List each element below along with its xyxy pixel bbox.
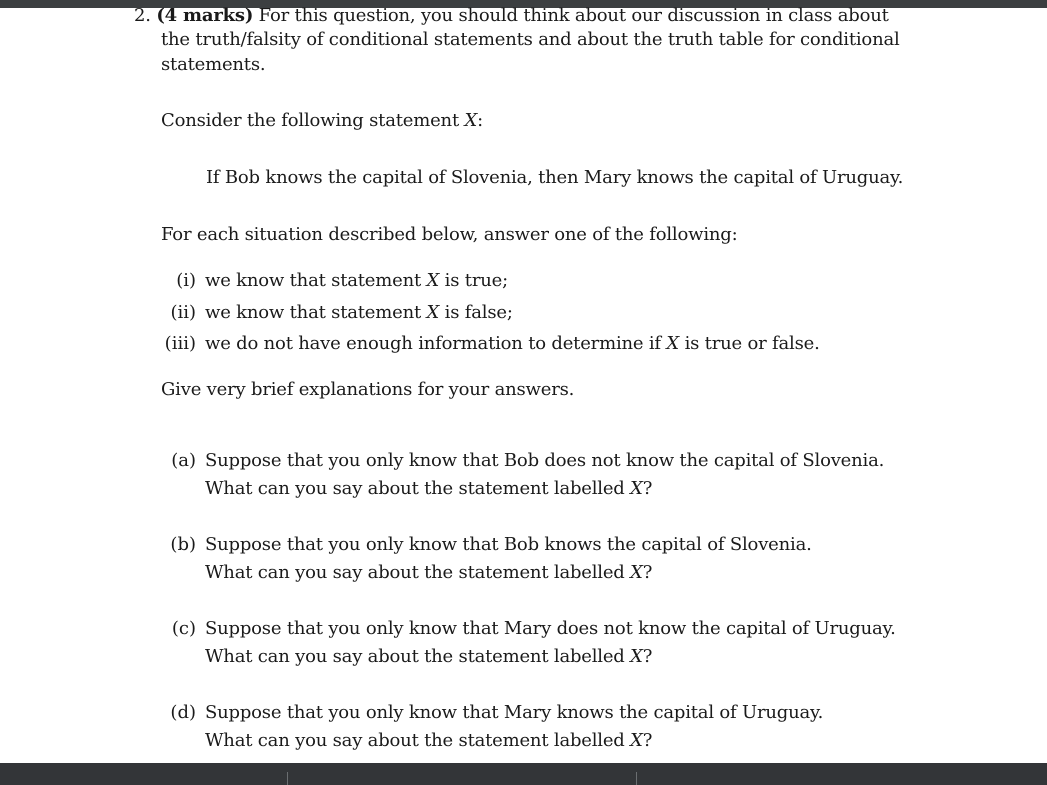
- option-var: X: [426, 270, 440, 291]
- part-d-line-1: Suppose that you only know that Mary knows the capital of Uruguay.: [205, 702, 824, 723]
- instruction-line: For each situation described below, answer one of the following:: [161, 224, 738, 245]
- option-text: we know that statement: [205, 302, 427, 323]
- part-b-line-2: [205, 561, 652, 585]
- option-text-end: is false;: [439, 302, 513, 323]
- part-b-question: What can you say about the statement labelled: [205, 562, 631, 583]
- part-c-question: What can you say about the statement labelled: [205, 646, 631, 667]
- option-label: (iii): [164, 333, 196, 354]
- option-text: we do not have enough information to determine if: [205, 333, 667, 354]
- part-a-question: What can you say about the statement labelled: [205, 478, 631, 499]
- part-d-question: What can you say about the statement labelled: [205, 730, 631, 751]
- part-label-b: (b): [170, 534, 196, 555]
- part-a-line-2: [205, 477, 652, 501]
- toolbar-divider: [636, 772, 637, 785]
- part-c-line-2: [205, 645, 652, 669]
- option-label: (ii): [170, 302, 196, 323]
- option-text-end: is true;: [439, 270, 508, 291]
- consider-text: Consider the following statement: [161, 110, 465, 131]
- question-marks: (4 marks): [156, 5, 254, 26]
- explain-line: Give very brief explanations for your answers.: [161, 379, 575, 400]
- consider-var: X: [464, 110, 478, 131]
- option-item: [205, 301, 513, 325]
- part-a-qmark: ?: [642, 478, 653, 499]
- part-d-qmark: ?: [642, 730, 653, 751]
- option-var: X: [426, 302, 440, 323]
- part-label-a: (a): [171, 450, 196, 471]
- part-label-c: (c): [171, 618, 196, 639]
- question-intro-line-1: [134, 4, 889, 28]
- viewer-bottom-toolbar: [0, 763, 1047, 785]
- question-intro-line-2: the truth/falsity of conditional statements and about the truth table for conditional: [161, 29, 900, 50]
- consider-line: [161, 109, 483, 133]
- option-label: (i): [176, 270, 196, 291]
- option-var: X: [666, 333, 680, 354]
- part-d-line-2: [205, 729, 652, 753]
- part-c-line-1: Suppose that you only know that Mary does not know the capital of Uruguay.: [205, 618, 896, 639]
- question-intro-text-1: For this question, you should think about our discussion in class about: [258, 5, 889, 26]
- part-b-line-1: Suppose that you only know that Bob knows the capital of Slovenia.: [205, 534, 812, 555]
- part-b-var: X: [630, 562, 643, 583]
- toolbar-divider: [287, 772, 288, 785]
- part-a-var: X: [630, 478, 643, 499]
- part-c-qmark: ?: [642, 646, 653, 667]
- option-item: [205, 269, 508, 293]
- part-label-d: (d): [170, 702, 196, 723]
- part-b-qmark: ?: [642, 562, 653, 583]
- option-text-end: is true or false.: [679, 333, 820, 354]
- part-c-var: X: [630, 646, 643, 667]
- option-item: [205, 332, 820, 356]
- question-intro-line-3: statements.: [161, 54, 266, 75]
- consider-suffix: :: [477, 110, 484, 131]
- part-a-line-1: Suppose that you only know that Bob does not know the capital of Slovenia.: [205, 450, 885, 471]
- question-number: 2.: [134, 5, 151, 26]
- option-text: we know that statement: [205, 270, 427, 291]
- statement-x: If Bob knows the capital of Slovenia, then Mary knows the capital of Uruguay.: [206, 167, 904, 188]
- part-d-var: X: [630, 730, 643, 751]
